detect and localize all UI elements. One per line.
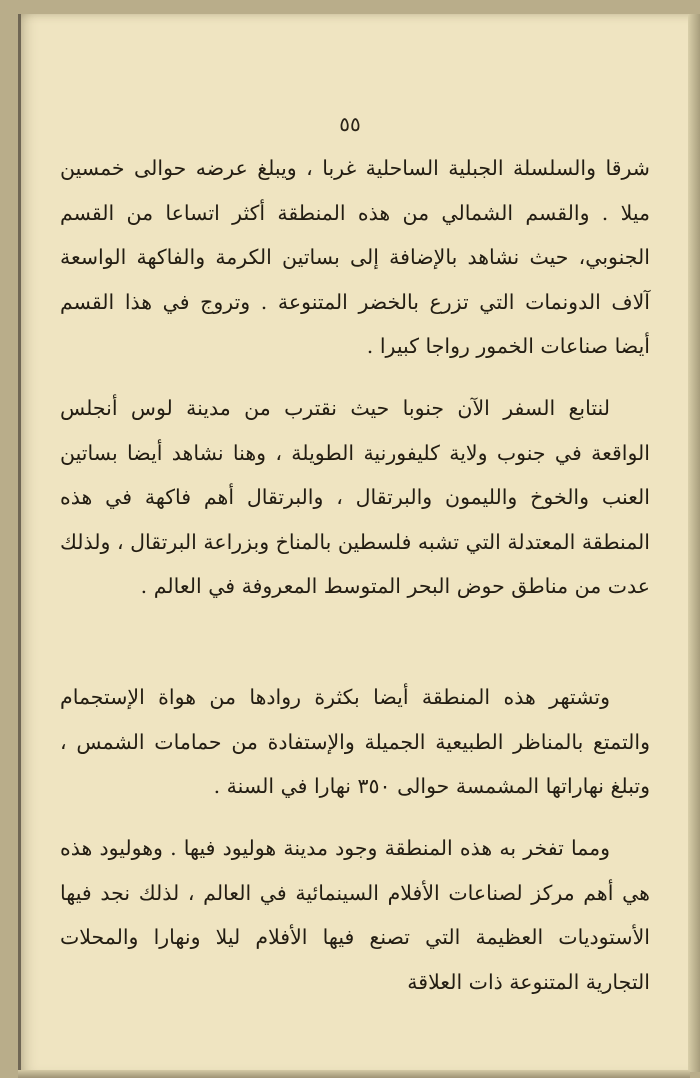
- paragraph-text: لنتابع السفر الآن جنوبا حيث نقترب من مدينة لوس أنجلس الواقعة في جنوب ولاية كليفورنية الطويلة ، وهنا نشاهد أيضا بساتين العنب والخوخ والليمون والبرتقال ، والبرتقال أهم فاكهة في هذه المنطقة المعتدلة التي تشبه فلسطين بالمناخ وبزراعة البرتقال ، ولذلك عدت من مناطق حوض البحر المتوسط المعروفة في العالم .: [60, 396, 650, 598]
- page-right-edge: [688, 14, 700, 1072]
- page-number: ٥٥: [339, 112, 361, 136]
- paragraph-continuation: [60, 146, 650, 369]
- page-bottom-edge: [18, 1070, 690, 1078]
- paragraph-los-angeles: [60, 386, 650, 609]
- paragraph-text: ومما تفخر به هذه المنطقة وجود مدينة هوليود فيها . وهوليود هذه هي أهم مركز لصناعات الأفلام السينمائية في العالم ، لذلك نجد فيها الأستوديات العظيمة التي تصنع فيها الأفلام ليلا ونهارا والمحلات التجارية المتنوعة ذات العلاقة: [60, 836, 650, 994]
- paragraph-tourism: [60, 675, 650, 809]
- paragraph-text: وتشتهر هذه المنطقة أيضا بكثرة روادها من هواة الإستجمام والتمتع بالمناظر الطبيعية الجميلة والإستفادة من حمامات الشمس ، وتبلغ نهاراتها المشمسة حوالى ٣٥٠ نهارا في السنة .: [60, 685, 650, 798]
- paragraph-hollywood: [60, 826, 650, 1004]
- paragraph-text: شرقا والسلسلة الجبلية الساحلية غربا ، ويبلغ عرضه حوالى خمسين ميلا . والقسم الشمالي من هذه المنطقة أكثر اتساعا من القسم الجنوبي، حيث نشاهد بالإضافة إلى بساتين الكرمة والفاكهة الواسعة آلاف الدونمات التي تزرع بالخضر المتنوعة . وتروج في هذا القسم أيضا صناعات الخمور رواجا كبيرا .: [60, 156, 650, 358]
